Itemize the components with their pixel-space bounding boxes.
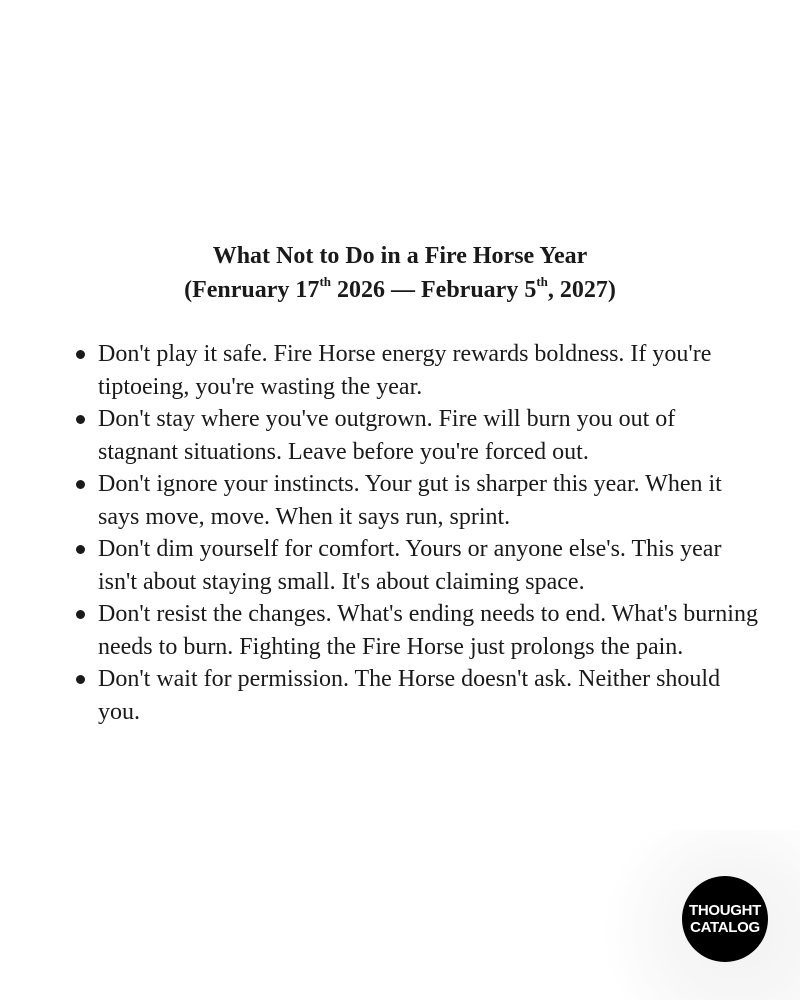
bullet-icon (76, 350, 85, 359)
logo-line-1: THOUGHT (688, 902, 762, 919)
date-range-end: , 2027) (547, 277, 616, 303)
ordinal-suffix: th (536, 274, 548, 289)
list-item (70, 403, 760, 468)
logo-line-2: CATALOG (690, 919, 760, 936)
list-item-text: Don't stay where you've outgrown. Fire will burn you out of stagnant situations. Leave before you're forced out. (98, 406, 676, 465)
list-item (70, 663, 760, 728)
date-range-middle: 2026 — February 5 (331, 277, 537, 303)
bullet-icon (76, 545, 85, 554)
page-title-block (0, 239, 800, 307)
list-item (70, 338, 760, 403)
list-item-text: Don't resist the changes. What's ending needs to end. What's burning needs to burn. Fighting the Fire Horse just prolongs the pain. (98, 601, 758, 660)
list-item-text: Don't play it safe. Fire Horse energy rewards boldness. If you're tiptoeing, you're wasting the year. (98, 341, 712, 400)
list-item-text: Don't wait for permission. The Horse doesn't ask. Neither should you. (98, 666, 721, 725)
advice-list (70, 338, 760, 728)
bullet-icon (76, 415, 85, 424)
thought-catalog-logo (682, 876, 768, 962)
date-range-start: (Fenruary 17 (184, 277, 320, 303)
list-item-text: Don't dim yourself for comfort. Yours or anyone else's. This year isn't about staying small. It's about claiming space. (98, 536, 722, 595)
list-item (70, 533, 760, 598)
bullet-icon (76, 675, 85, 684)
date-range (0, 273, 800, 307)
bullet-icon (76, 610, 85, 619)
bullet-icon (76, 480, 85, 489)
page-title: What Not to Do in a Fire Horse Year (212, 243, 588, 269)
list-item (70, 598, 760, 663)
list-item (70, 468, 760, 533)
list-item-text: Don't ignore your instincts. Your gut is sharper this year. When it says move, move. When it says run, sprint. (98, 471, 722, 530)
ordinal-suffix: th (319, 274, 331, 289)
